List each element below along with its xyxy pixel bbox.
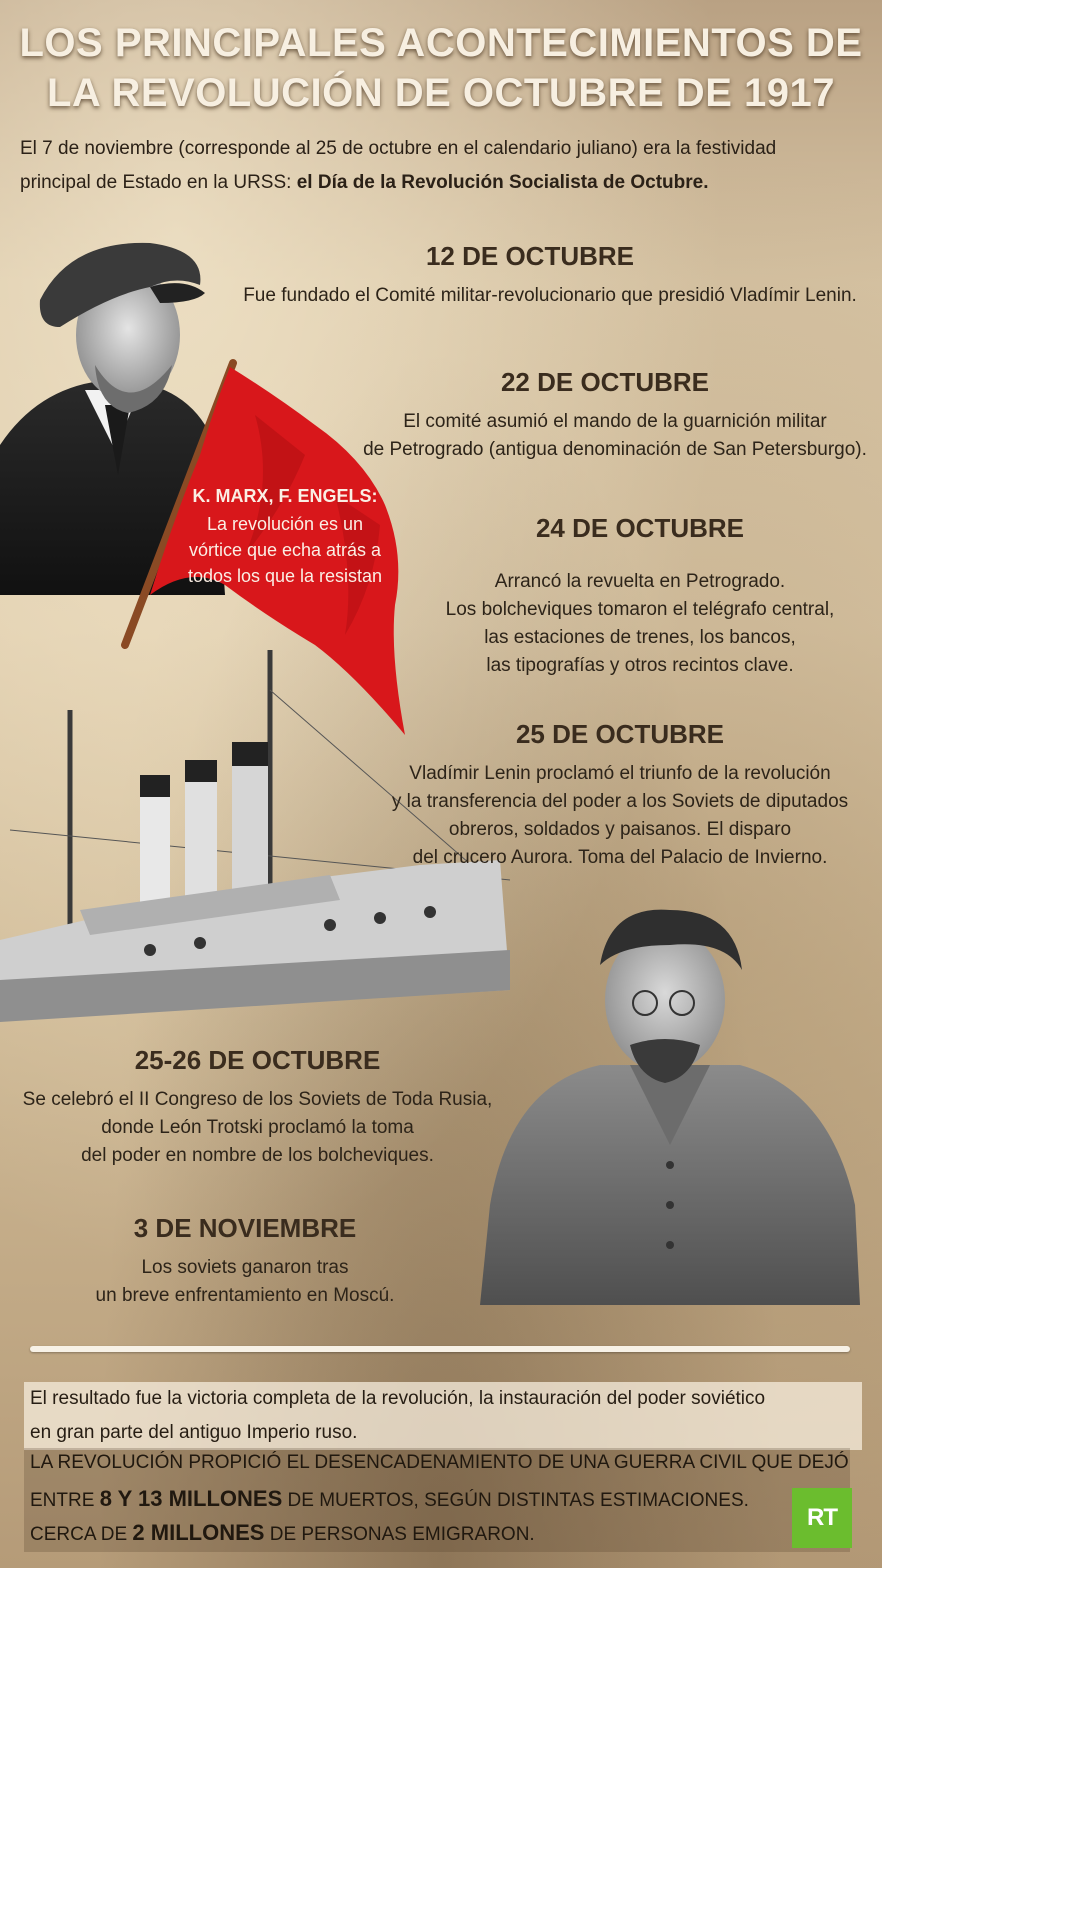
quote-author: K. MARX, F. ENGELS: — [192, 486, 378, 506]
event-description: Se celebró el II Congreso de los Soviets de Toda Rusia, donde León Trotski proclamó la toma del poder en nombre de los bolcheviques. — [22, 1089, 493, 1166]
deaths-figure: 8 Y 13 MILLONES — [99, 1486, 283, 1511]
page-title — [0, 18, 882, 118]
marx-engels-quote — [180, 483, 390, 589]
event-24-oct — [410, 512, 870, 680]
war-line-2 — [30, 1486, 749, 1512]
event-22-oct — [355, 366, 875, 464]
rt-logo: RT — [792, 1488, 852, 1548]
event-date: 12 DE OCTUBRE — [425, 241, 635, 271]
event-description: Arrancó la revuelta en Petrogrado. Los bolcheviques tomaron el telégrafo central, las estaciones de trenes, los bancos, las tipografías y otros recintos clave. — [445, 571, 835, 676]
quote-text: La revolución es un vórtice que echa atrás a todos los que la resistan — [187, 514, 383, 586]
war-line-2-end: DE MUERTOS, SEGÚN DISTINTAS ESTIMACIONES. — [282, 1490, 749, 1511]
emigrants-figure: 2 MILLONES — [132, 1520, 265, 1545]
intro-line-2 — [20, 166, 870, 200]
intro-line-2-text: principal de Estado en la URSS: — [20, 172, 297, 193]
intro-paragraph — [20, 132, 870, 200]
event-date: 25-26 DE OCTUBRE — [134, 1045, 381, 1075]
event-25-oct — [370, 718, 870, 872]
intro-highlight: el Día de la Revolución Socialista de Octubre. — [296, 172, 709, 193]
event-12-oct — [225, 240, 875, 310]
event-25-26-oct — [10, 1044, 505, 1170]
title-line-2: LA REVOLUCIÓN DE OCTUBRE DE 1917 — [47, 71, 835, 115]
civil-war-summary — [24, 1448, 850, 1552]
title-line-1: LOS PRINCIPALES ACONTECIMIENTOS DE — [19, 21, 863, 65]
result-line-2: en gran parte del antiguo Imperio ruso. — [30, 1422, 358, 1443]
event-date: 22 DE OCTUBRE — [500, 367, 710, 397]
war-line-3 — [30, 1520, 535, 1546]
event-description: Fue fundado el Comité militar-revolucionario que presidió Vladímir Lenin. — [243, 285, 857, 306]
result-line-1: El resultado fue la victoria completa de la revolución, la instauración del poder soviético — [30, 1388, 766, 1409]
war-line-3-end: DE PERSONAS EMIGRARON. — [264, 1524, 535, 1545]
event-description: Los soviets ganaron tras un breve enfrentamiento en Moscú. — [95, 1257, 395, 1306]
event-date: 25 DE OCTUBRE — [515, 719, 725, 749]
event-date: 24 DE OCTUBRE — [535, 513, 745, 543]
event-date: 3 DE NOVIEMBRE — [133, 1213, 357, 1243]
war-line-3-start: CERCA DE — [30, 1524, 133, 1545]
section-divider — [30, 1346, 850, 1352]
trotsky-photo-icon — [470, 905, 870, 1315]
event-description: El comité asumió el mando de la guarnición militar de Petrogrado (antigua denominación de San Petersburgo). — [363, 411, 867, 460]
event-description: Vladímir Lenin proclamó el triunfo de la revolución y la transferencia del poder a los Soviets de diputados obreros, soldados y paisanos. El disparo del crucero Aurora. Toma del Palacio de Invierno. — [391, 763, 849, 868]
result-summary — [24, 1382, 862, 1450]
war-line-1: LA REVOLUCIÓN PROPICIÓ EL DESENCADENAMIENTO DE UNA GUERRA CIVIL QUE DEJÓ — [30, 1452, 849, 1473]
intro-line-1: El 7 de noviembre (corresponde al 25 de octubre en el calendario juliano) era la festividad — [20, 138, 777, 159]
war-line-2-start: ENTRE — [30, 1490, 100, 1511]
event-3-nov — [40, 1212, 450, 1310]
